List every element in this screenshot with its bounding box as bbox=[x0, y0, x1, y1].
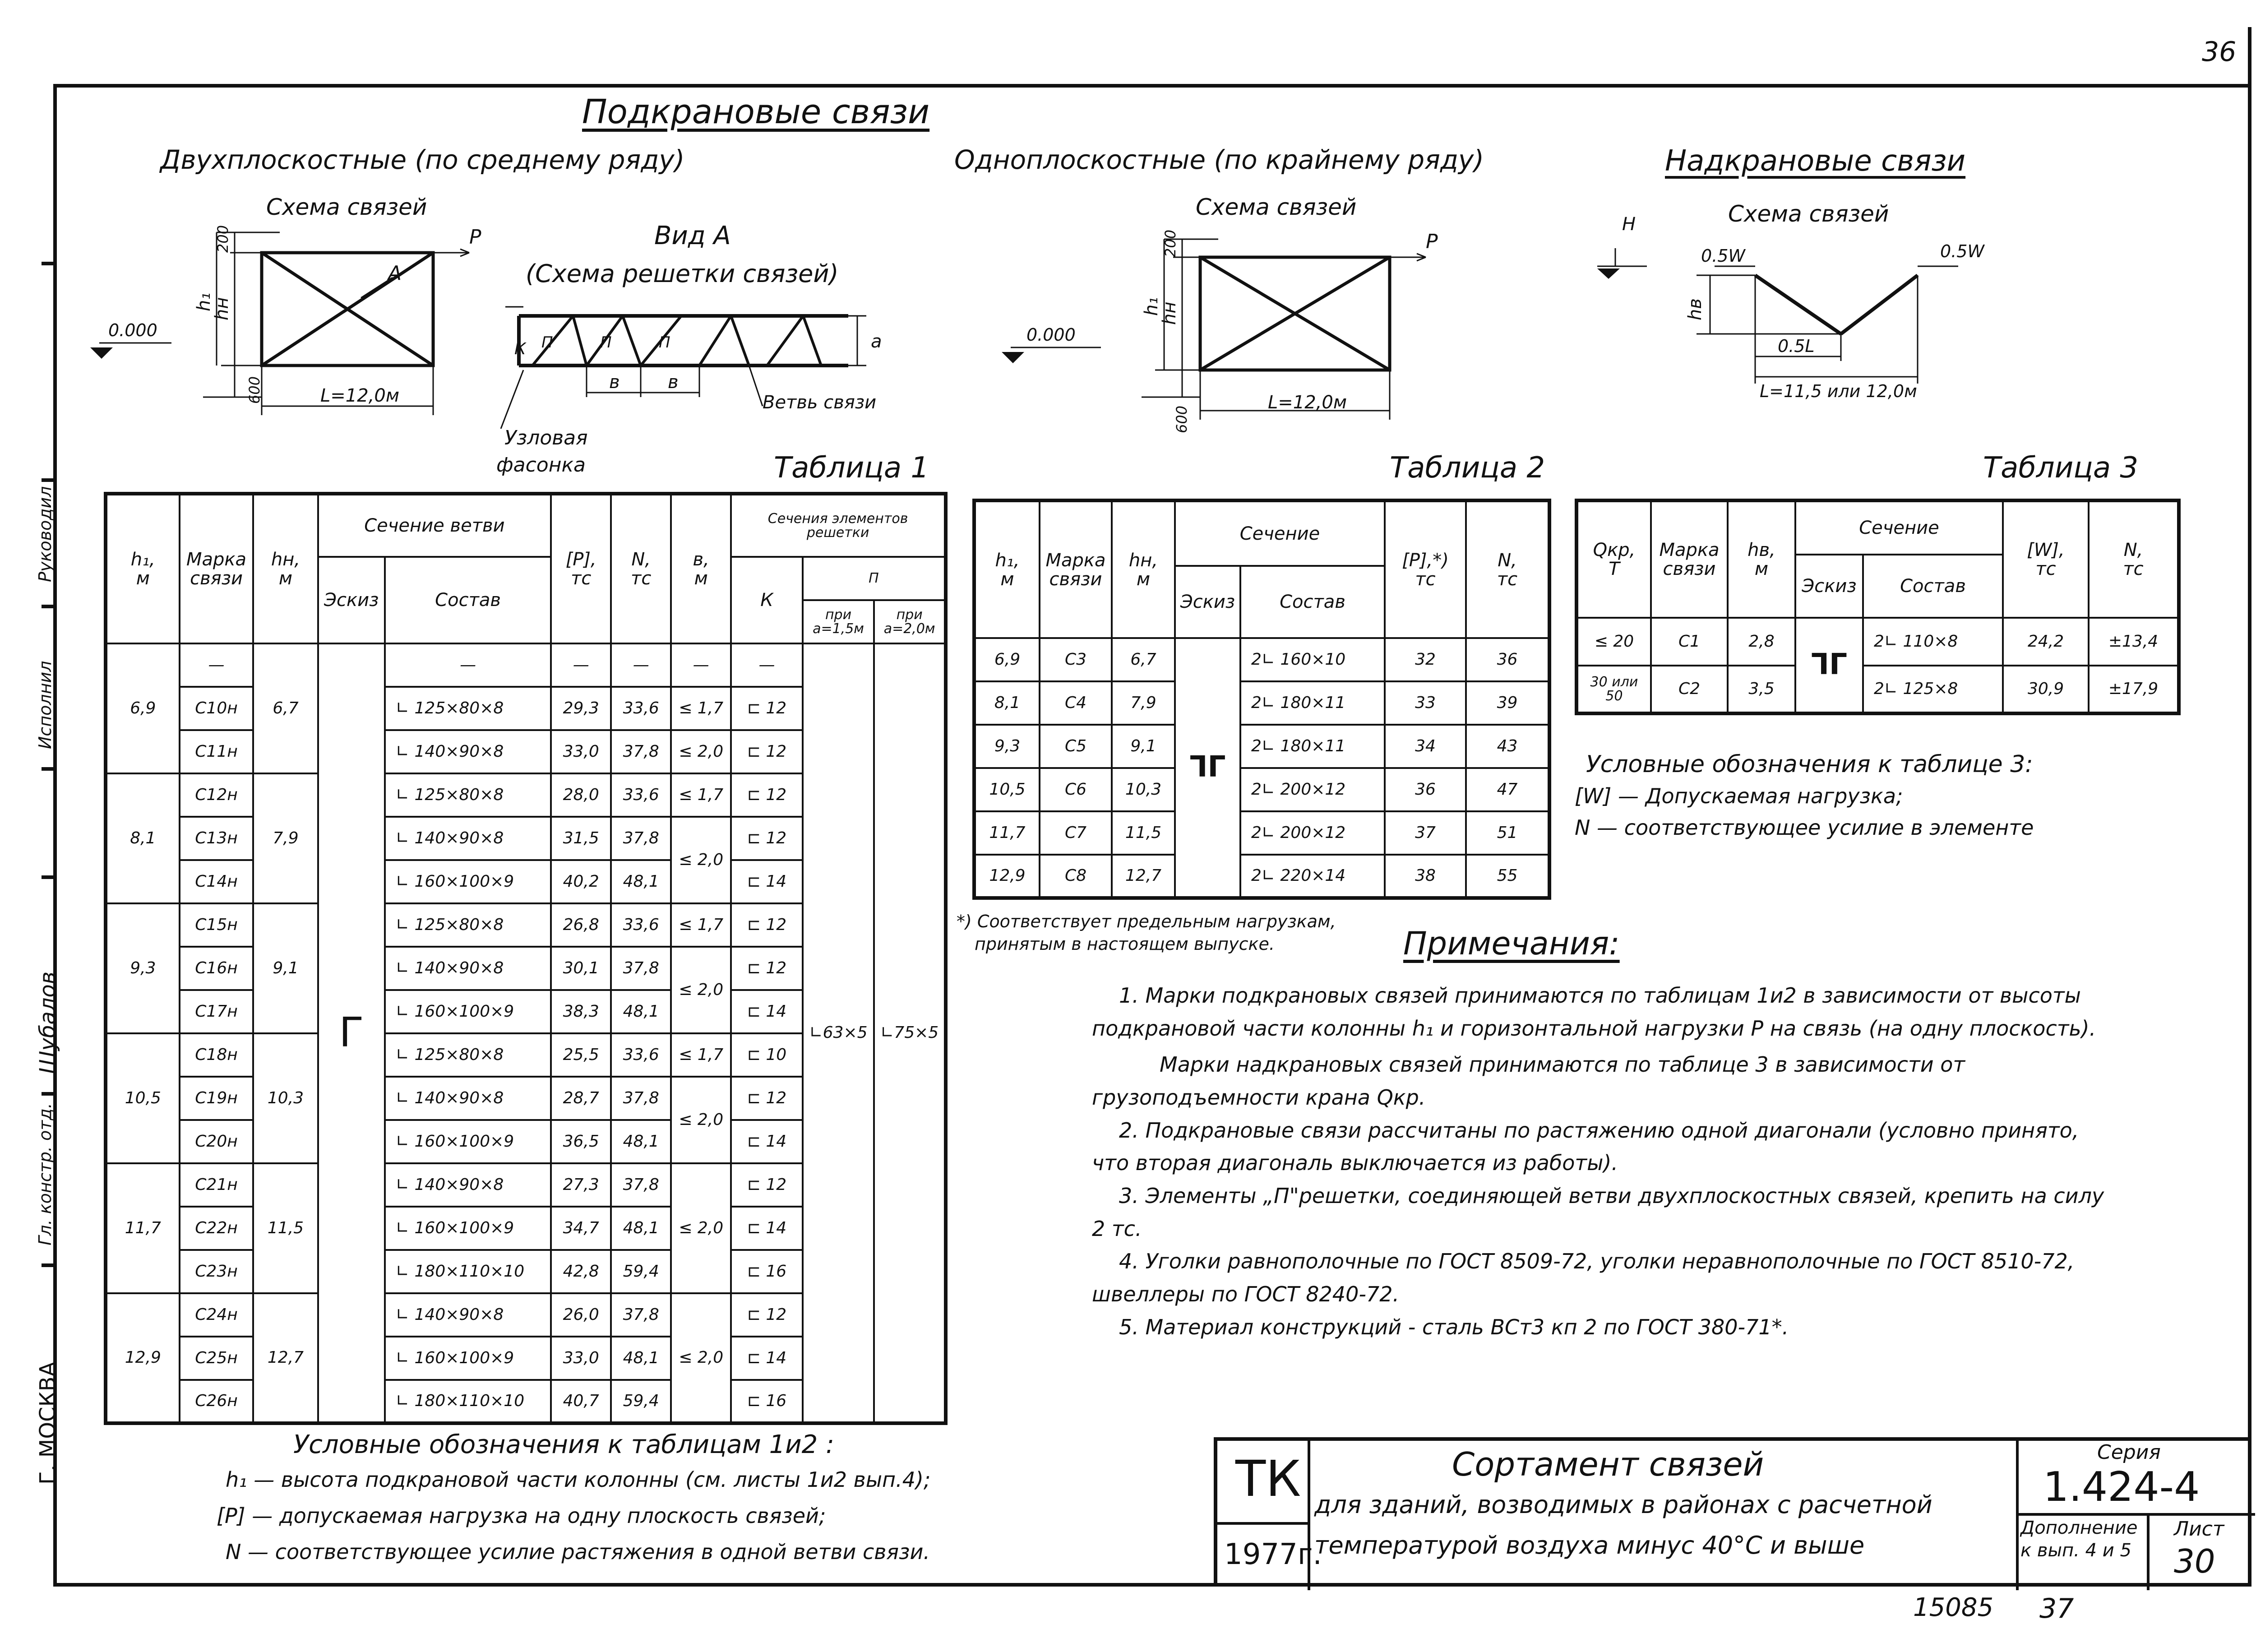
t3-comp: 2∟ 125×8 bbox=[1863, 666, 2003, 713]
t1-b: ≤ 2,0 bbox=[671, 1077, 731, 1163]
diagram2-b1: в bbox=[609, 372, 620, 393]
t1-h1: 6,9 bbox=[106, 643, 180, 773]
t1-comp: ∟ 180×110×10 bbox=[385, 1250, 551, 1293]
diagram4-scheme: Схема связей bbox=[1728, 201, 1889, 227]
diagram4-length: L=11,5 или 12,0м bbox=[1760, 381, 1917, 401]
t1-hn: 9,1 bbox=[253, 903, 318, 1033]
stamp-series: 1.424-4 bbox=[2043, 1463, 2200, 1511]
t1-n-dash: — bbox=[611, 643, 671, 687]
title-stamp bbox=[1214, 1437, 2251, 1587]
t2-h1: 11,7 bbox=[974, 811, 1040, 855]
side-tick-5 bbox=[42, 605, 53, 608]
t1-k: ⊏ 16 bbox=[731, 1250, 803, 1293]
stamp-sheet-label: Лист bbox=[2174, 1518, 2224, 1541]
t1-k: ⊏ 12 bbox=[731, 1293, 803, 1337]
t1-hn: 12,7 bbox=[253, 1293, 318, 1423]
t2-h-mark: Марка связи bbox=[1040, 500, 1112, 638]
diagram1-600: 600 bbox=[246, 376, 263, 404]
t1-p: 27,3 bbox=[551, 1163, 611, 1207]
t1-comp: ∟ 160×100×9 bbox=[385, 1207, 551, 1250]
t3-hb: 3,5 bbox=[1728, 666, 1795, 713]
t1-h-p: [P], тс bbox=[551, 494, 611, 643]
t1-b: ≤ 2,0 bbox=[671, 817, 731, 903]
frame-tick-right bbox=[2248, 27, 2251, 86]
t1-h-n: N, тс bbox=[611, 494, 671, 643]
diagram2-branch: Ветвь связи bbox=[763, 392, 877, 413]
table2 bbox=[972, 499, 1551, 900]
t3-h-hb: hв, м bbox=[1728, 500, 1795, 618]
t1-k: ⊏ 16 bbox=[731, 1380, 803, 1423]
stamp-line3: температурой воздуха минус 40°С и выше bbox=[1314, 1531, 1865, 1559]
diagram3-600: 600 bbox=[1173, 405, 1190, 433]
diagram4-h: Н bbox=[1622, 214, 1636, 235]
note-1b: Марки надкрановых связей принимаются по таблице 3 в зависимости от грузоподъемности крана Qкр. bbox=[1092, 1052, 1965, 1110]
t1-h1: 9,3 bbox=[106, 903, 180, 1033]
diagram2-p3: П bbox=[659, 333, 670, 352]
t1-p: 28,0 bbox=[551, 773, 611, 817]
t1-comp: ∟ 140×90×8 bbox=[385, 730, 551, 773]
t2-mark: С7 bbox=[1040, 811, 1112, 855]
t2-n: 36 bbox=[1466, 638, 1549, 681]
legend12-l3: N — соответствующее усилие растяжения в одной ветви связи. bbox=[226, 1540, 930, 1564]
t1-n: 37,8 bbox=[611, 730, 671, 773]
t2-comp: 2∟ 180×11 bbox=[1240, 681, 1385, 725]
t1-b: ≤ 2,0 bbox=[671, 730, 731, 773]
diagram2-b2: в bbox=[668, 372, 679, 393]
t3-n: ±13,4 bbox=[2089, 618, 2179, 666]
note-1: 1. Марки подкрановых связей принимаются по таблицам 1и2 в зависимости от высоты подкрановой части колонны h₁ и горизонтальной нагрузки P на связь (на одну плоскость). bbox=[1092, 983, 2096, 1041]
t2-h-sketch: Эскиз bbox=[1175, 566, 1240, 638]
side-name: Шубалов bbox=[35, 971, 60, 1074]
t1-k: ⊏ 12 bbox=[731, 903, 803, 947]
t2-mark: С3 bbox=[1040, 638, 1112, 681]
t2-mark: С6 bbox=[1040, 768, 1112, 811]
table3-legend2: N — соответствующее усилие в элементе bbox=[1575, 815, 2034, 840]
stamp-div-5 bbox=[2147, 1513, 2150, 1590]
t1-comp: ∟ 160×100×9 bbox=[385, 1120, 551, 1163]
t2-n: 39 bbox=[1466, 681, 1549, 725]
diagram3-scheme: Схема связей bbox=[1196, 194, 1357, 220]
t2-comp: 2∟ 160×10 bbox=[1240, 638, 1385, 681]
t1-k: ⊏ 12 bbox=[731, 730, 803, 773]
diagram-one-plane bbox=[993, 199, 1444, 433]
t2-n: 55 bbox=[1466, 855, 1549, 898]
t1-comp: ∟ 140×90×8 bbox=[385, 1163, 551, 1207]
t1-k: ⊏ 12 bbox=[731, 817, 803, 860]
t1-n: 59,4 bbox=[611, 1380, 671, 1423]
t1-n: 33,6 bbox=[611, 687, 671, 730]
t1-p15: ∟63×5 bbox=[803, 643, 874, 1423]
t2-comp: 2∟ 220×14 bbox=[1240, 855, 1385, 898]
t3-mark: С2 bbox=[1651, 666, 1728, 713]
t1-k: ⊏ 14 bbox=[731, 1337, 803, 1380]
t3-w: 30,9 bbox=[2003, 666, 2089, 713]
stamp-tk: ТК bbox=[1235, 1450, 1301, 1508]
stamp-year: 1977г. bbox=[1224, 1538, 1322, 1571]
stamp-sheet: 30 bbox=[2174, 1542, 2215, 1580]
t1-comp: ∟ 180×110×10 bbox=[385, 1380, 551, 1423]
t1-k: ⊏ 12 bbox=[731, 687, 803, 730]
t1-b: ≤ 2,0 bbox=[671, 1293, 731, 1423]
t1-p: 30,1 bbox=[551, 947, 611, 990]
t2-p: 37 bbox=[1385, 811, 1466, 855]
t3-h-sec: Сечение bbox=[1795, 500, 2003, 555]
t1-comp: ∟ 160×100×9 bbox=[385, 1337, 551, 1380]
diagram4-hb: hв bbox=[1685, 298, 1706, 320]
t1-b: ≤ 2,0 bbox=[671, 1163, 731, 1293]
table3 bbox=[1575, 499, 2181, 715]
t1-hn: 6,7 bbox=[253, 643, 318, 773]
t2-p: 38 bbox=[1385, 855, 1466, 898]
t1-mark: С14н bbox=[180, 860, 254, 903]
t2-h-p: [P],*) тс bbox=[1385, 500, 1466, 638]
t1-comp: ∟ 160×100×9 bbox=[385, 990, 551, 1033]
stamp-supp: Дополнение bbox=[2020, 1518, 2138, 1538]
table2-footnote1: *) Соответствует предельным нагрузкам, bbox=[957, 912, 1336, 931]
table3-legend1: [W] — Допускаемая нагрузка; bbox=[1575, 784, 1903, 808]
stamp-supp2: к вып. 4 и 5 bbox=[2020, 1540, 2131, 1561]
t1-comp: ∟ 140×90×8 bbox=[385, 947, 551, 990]
t1-n: 48,1 bbox=[611, 860, 671, 903]
t1-h-a15: при а=1,5м bbox=[803, 600, 874, 643]
t1-p-dash: — bbox=[551, 643, 611, 687]
t2-h1: 12,9 bbox=[974, 855, 1040, 898]
upper-title: Надкрановые связи bbox=[1665, 144, 1966, 178]
t1-b-dash: — bbox=[671, 643, 731, 687]
main-title: Подкрановые связи bbox=[582, 93, 930, 131]
t1-n: 33,6 bbox=[611, 1033, 671, 1077]
t1-p: 28,7 bbox=[551, 1077, 611, 1120]
diagram2-node2: фасонка bbox=[496, 453, 586, 477]
t1-hn: 11,5 bbox=[253, 1163, 318, 1293]
stamp-title: Сортамент связей bbox=[1452, 1445, 1764, 1483]
table2-footnote2: принятым в настоящем выпуске. bbox=[975, 934, 1275, 954]
t3-mark: С1 bbox=[1651, 618, 1728, 666]
t1-mark: С17н bbox=[180, 990, 254, 1033]
view-a-title: Вид А bbox=[654, 221, 731, 250]
diagram1-200: 200 bbox=[214, 225, 231, 253]
t1-mark: С16н bbox=[180, 947, 254, 990]
t3-h-w: [W], тс bbox=[2003, 500, 2089, 618]
t1-b: ≤ 1,7 bbox=[671, 687, 731, 730]
diagram-upper bbox=[1579, 212, 1985, 411]
diagram1-a: A bbox=[388, 262, 402, 285]
t2-mark: С8 bbox=[1040, 855, 1112, 898]
t2-comp: 2∟ 200×12 bbox=[1240, 811, 1385, 855]
t1-comp: ∟ 140×90×8 bbox=[385, 1293, 551, 1337]
t1-hn: 10,3 bbox=[253, 1033, 318, 1163]
t3-w: 24,2 bbox=[2003, 618, 2089, 666]
t1-k: ⊏ 12 bbox=[731, 947, 803, 990]
diagram3-p: P bbox=[1426, 230, 1438, 253]
t1-p: 38,3 bbox=[551, 990, 611, 1033]
t1-k: ⊏ 12 bbox=[731, 773, 803, 817]
t1-k: ⊏ 14 bbox=[731, 1207, 803, 1250]
bottom-number-right: 37 bbox=[2039, 1593, 2074, 1624]
t3-n: ±17,9 bbox=[2089, 666, 2179, 713]
t1-p: 26,8 bbox=[551, 903, 611, 947]
t1-k-dash: — bbox=[731, 643, 803, 687]
t1-n: 37,8 bbox=[611, 1163, 671, 1207]
t1-n: 33,6 bbox=[611, 903, 671, 947]
diagram3-zero: 0.000 bbox=[1026, 325, 1076, 345]
notes-block bbox=[1092, 979, 2112, 1343]
t3-hb: 2,8 bbox=[1728, 618, 1795, 666]
t1-h-comp: Состав bbox=[385, 557, 551, 643]
stamp-line2: для зданий, возводимых в районах с расчетной bbox=[1314, 1490, 1932, 1519]
t3-comp: 2∟ 110×8 bbox=[1863, 618, 2003, 666]
t1-p: 31,5 bbox=[551, 817, 611, 860]
t1-comp: ∟ 140×90×8 bbox=[385, 1077, 551, 1120]
note-5: 5. Материал конструкций - сталь ВСт3 кп 2 по ГОСТ 380-71*. bbox=[1119, 1314, 1789, 1339]
t3-q: 30 или 50 bbox=[1576, 666, 1651, 713]
diagram1-length: L=12,0м bbox=[320, 385, 400, 406]
t2-n: 43 bbox=[1466, 725, 1549, 768]
t3-sketch: ᒣᒥ bbox=[1795, 618, 1863, 713]
diagram1-scheme: Схема связей bbox=[266, 194, 427, 220]
diagram3-200: 200 bbox=[1162, 229, 1179, 257]
t1-h1: 11,7 bbox=[106, 1163, 180, 1293]
t1-p: 42,8 bbox=[551, 1250, 611, 1293]
t3-h-sketch: Эскиз bbox=[1795, 555, 1863, 618]
t1-h-sketch: Эскиз bbox=[318, 557, 385, 643]
t1-k: ⊏ 14 bbox=[731, 1120, 803, 1163]
side-city: Г. МОСКВА bbox=[35, 1361, 60, 1485]
legend12-title: Условные обозначения к таблицам 1и2 : bbox=[293, 1430, 834, 1459]
t1-h-mark: Марка связи bbox=[180, 494, 254, 643]
diagram1-p: P bbox=[469, 226, 481, 249]
t1-b: ≤ 2,0 bbox=[671, 947, 731, 1033]
t1-h-h1: h₁, м bbox=[106, 494, 180, 643]
t1-comp-dash: — bbox=[385, 643, 551, 687]
t1-b: ≤ 1,7 bbox=[671, 903, 731, 947]
t1-mark: С11н bbox=[180, 730, 254, 773]
t1-n: 48,1 bbox=[611, 1120, 671, 1163]
t1-mark: С15н bbox=[180, 903, 254, 947]
diagram2-a: а bbox=[871, 331, 882, 352]
stamp-div-4 bbox=[2016, 1513, 2255, 1516]
t1-n: 48,1 bbox=[611, 1207, 671, 1250]
t1-mark: С10н bbox=[180, 687, 254, 730]
t1-comp: ∟ 160×100×9 bbox=[385, 860, 551, 903]
note-3: 3. Элементы „П"решетки, соединяющей ветви двухплоскостных связей, крепить на силу 2 тс. bbox=[1092, 1184, 2104, 1241]
t1-k: ⊏ 14 bbox=[731, 860, 803, 903]
t1-n: 37,8 bbox=[611, 817, 671, 860]
t3-h-mark: Марка связи bbox=[1651, 500, 1728, 618]
t2-mark: С4 bbox=[1040, 681, 1112, 725]
t1-mark: С25н bbox=[180, 1337, 254, 1380]
side-tick-2 bbox=[42, 1092, 53, 1096]
diagram2-k: К bbox=[514, 340, 526, 358]
diagram1-hn: hн bbox=[212, 297, 232, 320]
t3-h-n: N, тс bbox=[2089, 500, 2179, 618]
t2-h1: 9,3 bbox=[974, 725, 1040, 768]
t1-mark: С18н bbox=[180, 1033, 254, 1077]
t1-comp: ∟ 125×80×8 bbox=[385, 903, 551, 947]
side-chief: Гл. констр. отд. bbox=[35, 1103, 55, 1245]
t2-h-hn: hн, м bbox=[1112, 500, 1175, 638]
t3-q: ≤ 20 bbox=[1576, 618, 1651, 666]
t3-h-comp: Состав bbox=[1863, 555, 2003, 618]
t3-h-q: Qкр, Т bbox=[1576, 500, 1651, 618]
side-tick-7 bbox=[42, 262, 53, 265]
diagram3-h1: h₁ bbox=[1141, 297, 1162, 316]
t1-p: 25,5 bbox=[551, 1033, 611, 1077]
t2-hn: 12,7 bbox=[1112, 855, 1175, 898]
diagram4-w-right: 0.5W bbox=[1940, 241, 1985, 261]
t1-k: ⊏ 10 bbox=[731, 1033, 803, 1077]
table3-legend-title: Условные обозначения к таблице 3: bbox=[1586, 751, 2033, 778]
t1-p: 34,7 bbox=[551, 1207, 611, 1250]
side-tick-3 bbox=[42, 875, 53, 879]
t2-sketch: ᒣᒥ bbox=[1175, 638, 1240, 898]
t1-mark: С23н bbox=[180, 1250, 254, 1293]
t2-p: 32 bbox=[1385, 638, 1466, 681]
note-4: 4. Уголки равнополочные по ГОСТ 8509-72, уголки неравнополочные по ГОСТ 8510-72, швеллеры по ГОСТ 8240-72. bbox=[1092, 1249, 2075, 1307]
t1-p: 40,2 bbox=[551, 860, 611, 903]
t1-n: 59,4 bbox=[611, 1250, 671, 1293]
t1-b: ≤ 1,7 bbox=[671, 1033, 731, 1077]
t2-h1: 10,5 bbox=[974, 768, 1040, 811]
t1-k: ⊏ 12 bbox=[731, 1163, 803, 1207]
t1-p: 29,3 bbox=[551, 687, 611, 730]
t1-k: ⊏ 14 bbox=[731, 990, 803, 1033]
t1-comp: ∟ 125×80×8 bbox=[385, 1033, 551, 1077]
t2-h-sec: Сечение bbox=[1175, 500, 1385, 566]
t2-h1: 6,9 bbox=[974, 638, 1040, 681]
diagram2-node: Узловая bbox=[504, 426, 588, 449]
side-executed: Исполнил bbox=[35, 661, 55, 749]
t1-mark: С21н bbox=[180, 1163, 254, 1207]
diagram4-w-left: 0.5W bbox=[1701, 246, 1746, 266]
diagram3-length: L=12,0м bbox=[1268, 392, 1347, 413]
t2-n: 47 bbox=[1466, 768, 1549, 811]
t1-mark: С26н bbox=[180, 1380, 254, 1423]
t1-mark: С12н bbox=[180, 773, 254, 817]
t2-p: 34 bbox=[1385, 725, 1466, 768]
note-2: 2. Подкрановые связи рассчитаны по растяжению одной диагонали (условно принято, что вторая диагональ выключается из работы). bbox=[1092, 1118, 2079, 1175]
t2-h-n: N, тс bbox=[1466, 500, 1549, 638]
t2-hn: 7,9 bbox=[1112, 681, 1175, 725]
view-a-subtitle: (Схема решетки связей) bbox=[526, 259, 839, 288]
t1-n: 37,8 bbox=[611, 947, 671, 990]
t1-mark: С13н bbox=[180, 817, 254, 860]
t1-n: 33,6 bbox=[611, 773, 671, 817]
diagram2-p2: П bbox=[600, 333, 612, 352]
diagram1-h1: h₁ bbox=[194, 292, 214, 311]
legend12-l1: h₁ — высота подкрановой части колонны (см. листы 1и2 вып.4); bbox=[226, 1467, 931, 1492]
t2-h1: 8,1 bbox=[974, 681, 1040, 725]
t2-hn: 11,5 bbox=[1112, 811, 1175, 855]
t1-h-k: К bbox=[731, 557, 803, 643]
t1-h-b: в, м bbox=[671, 494, 731, 643]
t1-mark: С19н bbox=[180, 1077, 254, 1120]
t1-n: 37,8 bbox=[611, 1077, 671, 1120]
t1-p: 33,0 bbox=[551, 1337, 611, 1380]
t1-h1: 10,5 bbox=[106, 1033, 180, 1163]
t1-sketch: Г bbox=[318, 643, 385, 1423]
t2-h-comp: Состав bbox=[1240, 566, 1385, 638]
t1-h-hn: hн, м bbox=[253, 494, 318, 643]
t1-mark: С20н bbox=[180, 1120, 254, 1163]
t1-p: 26,0 bbox=[551, 1293, 611, 1337]
t1-mark: С22н bbox=[180, 1207, 254, 1250]
t1-h1: 12,9 bbox=[106, 1293, 180, 1423]
t2-mark: С5 bbox=[1040, 725, 1112, 768]
table1-caption: Таблица 1 bbox=[774, 451, 929, 485]
t1-h-sec: Сечение ветви bbox=[318, 494, 551, 557]
side-tick-1 bbox=[42, 1263, 53, 1267]
diagram3-hn: hн bbox=[1159, 301, 1180, 325]
t1-mark: С24н bbox=[180, 1293, 254, 1337]
t2-hn: 6,7 bbox=[1112, 638, 1175, 681]
t1-h1: 8,1 bbox=[106, 773, 180, 903]
t1-h-pp: П bbox=[803, 557, 946, 600]
diagram1-zero: 0.000 bbox=[108, 320, 157, 340]
t1-comp: ∟ 125×80×8 bbox=[385, 687, 551, 730]
subtitle-one-plane: Одноплоскостные (по крайнему ряду) bbox=[954, 144, 1484, 175]
t2-h-h1: h₁, м bbox=[974, 500, 1040, 638]
t1-mark-dash: — bbox=[180, 643, 254, 687]
stamp-series-label: Серия bbox=[2097, 1441, 2161, 1464]
diagram4-half: 0.5L bbox=[1778, 336, 1815, 356]
t1-n: 48,1 bbox=[611, 1337, 671, 1380]
diagram2-p1: П bbox=[541, 333, 553, 352]
page-number-top: 36 bbox=[2202, 36, 2237, 68]
legend12-l2: [P] — допускаемая нагрузка на одну плоскость связей; bbox=[217, 1504, 826, 1528]
t2-n: 51 bbox=[1466, 811, 1549, 855]
side-tick-4 bbox=[42, 767, 53, 771]
t2-hn: 9,1 bbox=[1112, 725, 1175, 768]
side-tick-6 bbox=[42, 478, 53, 482]
bottom-number-left: 15085 bbox=[1913, 1593, 1994, 1622]
subtitle-two-plane: Двухплоскостные (по среднему ряду) bbox=[160, 144, 685, 175]
t1-hn: 7,9 bbox=[253, 773, 318, 903]
t1-p: 36,5 bbox=[551, 1120, 611, 1163]
table3-caption: Таблица 3 bbox=[1983, 451, 2139, 485]
side-strip bbox=[53, 84, 57, 1587]
t2-hn: 10,3 bbox=[1112, 768, 1175, 811]
side-directed: Руководил bbox=[35, 486, 55, 582]
t1-h-el: Сечения элементов решетки bbox=[731, 494, 946, 557]
t1-n: 37,8 bbox=[611, 1293, 671, 1337]
t1-h-a20: при а=2,0м bbox=[874, 600, 946, 643]
t2-p: 36 bbox=[1385, 768, 1466, 811]
t1-b: ≤ 1,7 bbox=[671, 773, 731, 817]
stamp-div-2 bbox=[1217, 1522, 1310, 1525]
t2-p: 33 bbox=[1385, 681, 1466, 725]
t1-k: ⊏ 12 bbox=[731, 1077, 803, 1120]
t1-comp: ∟ 140×90×8 bbox=[385, 817, 551, 860]
t2-comp: 2∟ 200×12 bbox=[1240, 768, 1385, 811]
diagram-two-plane bbox=[81, 190, 487, 424]
table1 bbox=[104, 492, 948, 1425]
diagram-view-a bbox=[496, 298, 911, 433]
notes-title: Примечания: bbox=[1403, 925, 1620, 962]
t1-p: 40,7 bbox=[551, 1380, 611, 1423]
t1-comp: ∟ 125×80×8 bbox=[385, 773, 551, 817]
t2-comp: 2∟ 180×11 bbox=[1240, 725, 1385, 768]
t1-p20: ∟75×5 bbox=[874, 643, 946, 1423]
t1-n: 48,1 bbox=[611, 990, 671, 1033]
table2-caption: Таблица 2 bbox=[1390, 451, 1545, 485]
t1-p: 33,0 bbox=[551, 730, 611, 773]
